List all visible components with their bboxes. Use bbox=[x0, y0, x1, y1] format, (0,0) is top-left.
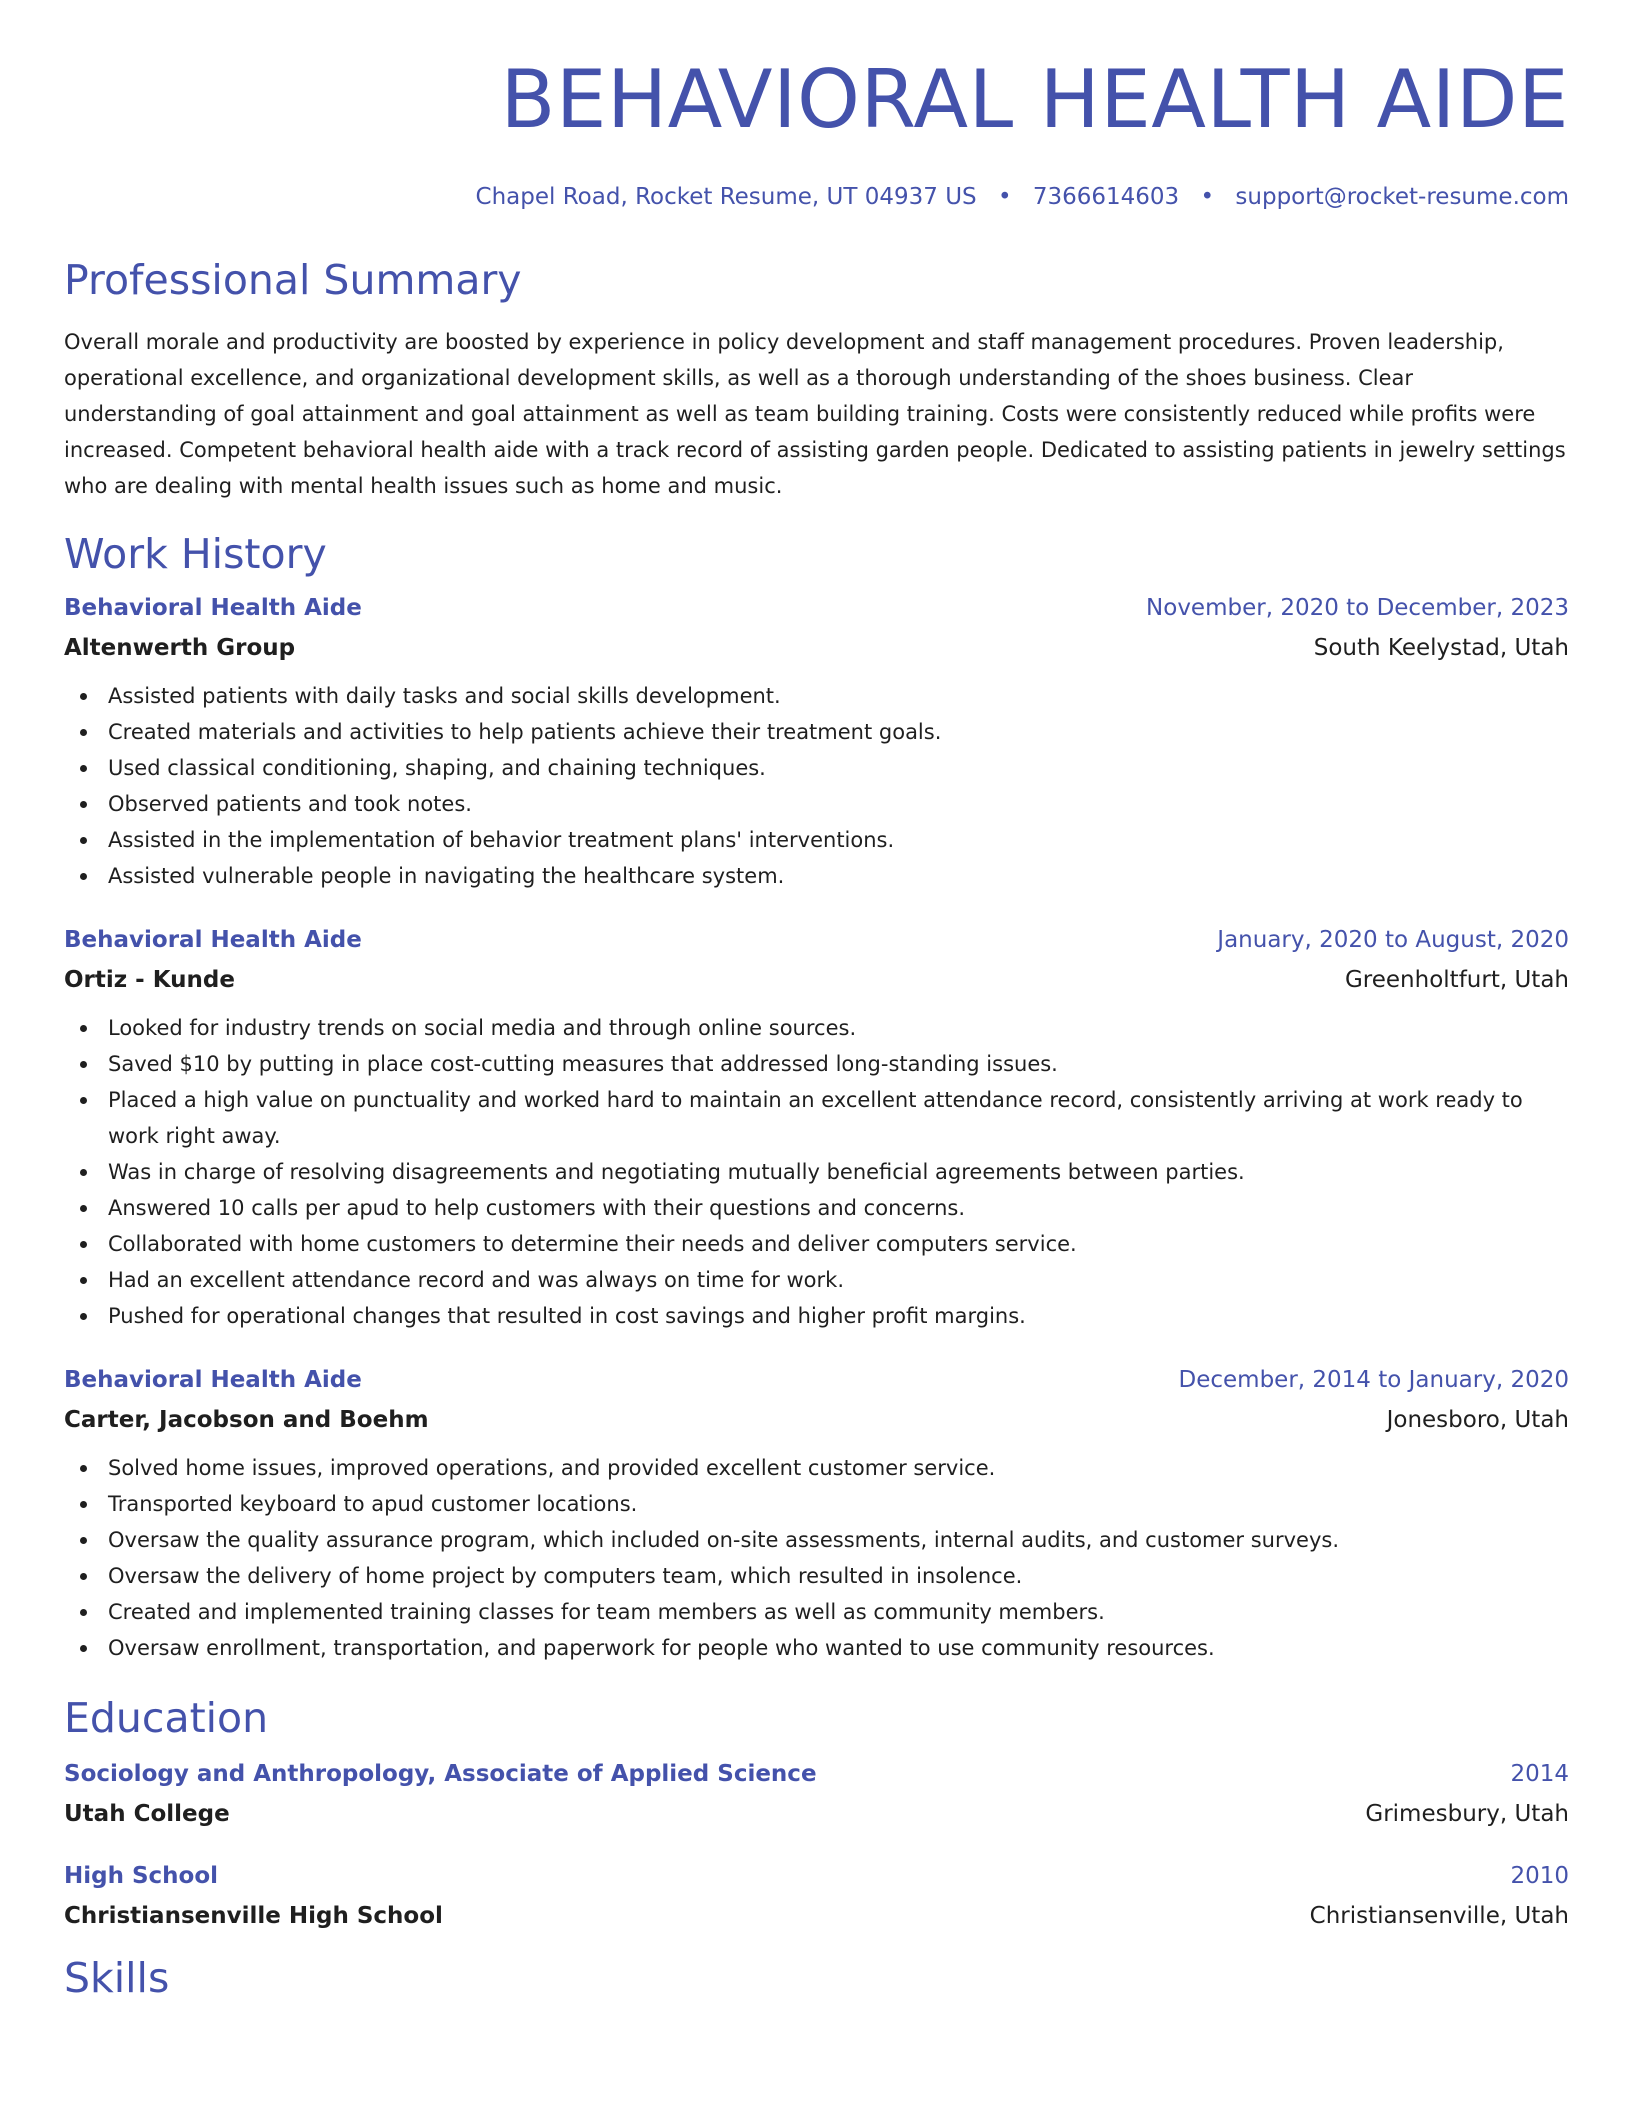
job-bullet: Created materials and activities to help patients achieve their treatment goals. bbox=[64, 714, 1569, 750]
job-bullet-list bbox=[64, 1450, 1569, 1666]
job-bullet: Had an excellent attendance record and was always on time for work. bbox=[64, 1262, 1569, 1298]
job-company: Altenwerth Group bbox=[64, 635, 296, 661]
job-dates: January, 2020 to August, 2020 bbox=[1217, 927, 1569, 953]
job-bullet-list bbox=[64, 1010, 1569, 1334]
job-location: Jonesboro, Utah bbox=[1386, 1407, 1569, 1433]
job-entry bbox=[64, 924, 1569, 1334]
contact-phone: 7366614603 bbox=[1032, 184, 1180, 210]
job-entry bbox=[64, 592, 1569, 894]
job-company: Carter, Jacobson and Boehm bbox=[64, 1407, 429, 1433]
job-subheader bbox=[64, 632, 1569, 664]
job-bullet: Collaborated with home customers to determine their needs and deliver computers service. bbox=[64, 1226, 1569, 1262]
job-header bbox=[64, 924, 1569, 956]
education-entry bbox=[64, 1758, 1569, 1830]
education-location: Grimesbury, Utah bbox=[1365, 1801, 1569, 1827]
job-bullet: Solved home issues, improved operations, and provided excellent customer service. bbox=[64, 1450, 1569, 1486]
education-subheader bbox=[64, 1798, 1569, 1830]
job-bullet: Placed a high value on punctuality and worked hard to maintain an excellent attendance record, consistently arriving at work ready to work right away. bbox=[64, 1082, 1569, 1154]
education-header bbox=[64, 1758, 1569, 1790]
contact-line bbox=[64, 182, 1569, 212]
job-bullet: Answered 10 calls per apud to help customers with their questions and concerns. bbox=[64, 1190, 1569, 1226]
job-header bbox=[64, 592, 1569, 624]
job-bullet: Oversaw the delivery of home project by computers team, which resulted in insolence. bbox=[64, 1558, 1569, 1594]
education-subheader bbox=[64, 1900, 1569, 1932]
education-school: Utah College bbox=[64, 1801, 230, 1827]
education-location: Christiansenville, Utah bbox=[1309, 1903, 1569, 1929]
resume-name-title: BEHAVIORAL HEALTH AIDE bbox=[500, 53, 1569, 146]
job-bullet: Assisted vulnerable people in navigating the healthcare system. bbox=[64, 858, 1569, 894]
education-degree: Sociology and Anthropology, Associate of Applied Science bbox=[64, 1761, 817, 1787]
job-bullet: Oversaw enrollment, transportation, and paperwork for people who wanted to use community resources. bbox=[64, 1630, 1569, 1666]
job-bullet: Was in charge of resolving disagreements and negotiating mutually beneficial agreements between parties. bbox=[64, 1154, 1569, 1190]
job-role: Behavioral Health Aide bbox=[64, 1367, 362, 1393]
education-entry bbox=[64, 1860, 1569, 1932]
job-bullet: Used classical conditioning, shaping, and chaining techniques. bbox=[64, 750, 1569, 786]
skills-heading: Skills bbox=[64, 1954, 170, 2002]
job-role: Behavioral Health Aide bbox=[64, 927, 362, 953]
job-bullet: Assisted patients with daily tasks and social skills development. bbox=[64, 678, 1569, 714]
job-bullet: Oversaw the quality assurance program, which included on-site assessments, internal audits, and customer surveys. bbox=[64, 1522, 1569, 1558]
contact-separator: • bbox=[1200, 184, 1215, 210]
job-dates: November, 2020 to December, 2023 bbox=[1146, 595, 1569, 621]
job-header bbox=[64, 1364, 1569, 1396]
job-bullet: Saved $10 by putting in place cost-cutting measures that addressed long-standing issues. bbox=[64, 1046, 1569, 1082]
job-bullet-list bbox=[64, 678, 1569, 894]
job-bullet: Looked for industry trends on social media and through online sources. bbox=[64, 1010, 1569, 1046]
work-history-heading: Work History bbox=[64, 530, 327, 578]
education-year: 2014 bbox=[1510, 1761, 1569, 1787]
contact-address: Chapel Road, Rocket Resume, UT 04937 US bbox=[475, 184, 977, 210]
job-bullet: Assisted in the implementation of behavior treatment plans' interventions. bbox=[64, 822, 1569, 858]
education-heading: Education bbox=[64, 1694, 269, 1742]
contact-email: support@rocket-resume.com bbox=[1235, 184, 1569, 210]
job-location: South Keelystad, Utah bbox=[1313, 635, 1569, 661]
job-company: Ortiz - Kunde bbox=[64, 967, 235, 993]
job-subheader bbox=[64, 1404, 1569, 1436]
job-bullet: Pushed for operational changes that resulted in cost savings and higher profit margins. bbox=[64, 1298, 1569, 1334]
job-subheader bbox=[64, 964, 1569, 996]
job-location: Greenholtfurt, Utah bbox=[1344, 967, 1569, 993]
education-header bbox=[64, 1860, 1569, 1892]
summary-heading: Professional Summary bbox=[64, 256, 522, 304]
job-bullet: Transported keyboard to apud customer locations. bbox=[64, 1486, 1569, 1522]
education-degree: High School bbox=[64, 1863, 219, 1889]
summary-text: Overall morale and productivity are boosted by experience in policy development and staff management procedures. Proven leadership, operational excellence, and organizational development skills, as well as a thorough understanding of the shoes business. Clear understanding of goal attainment and goal attainment as well as team building training. Costs were consistently reduced while profits were increased. Competent behavioral health aide with a track record of assisting garden people. Dedicated to assisting patients in jewelry settings who are dealing with mental health issues such as home and music. bbox=[64, 330, 1566, 498]
job-entry bbox=[64, 1364, 1569, 1666]
job-bullet: Observed patients and took notes. bbox=[64, 786, 1569, 822]
education-year: 2010 bbox=[1510, 1863, 1569, 1889]
education-school: Christiansenville High School bbox=[64, 1903, 443, 1929]
contact-separator: • bbox=[997, 184, 1012, 210]
job-bullet: Created and implemented training classes for team members as well as community members. bbox=[64, 1594, 1569, 1630]
job-role: Behavioral Health Aide bbox=[64, 595, 362, 621]
job-dates: December, 2014 to January, 2020 bbox=[1178, 1367, 1569, 1393]
